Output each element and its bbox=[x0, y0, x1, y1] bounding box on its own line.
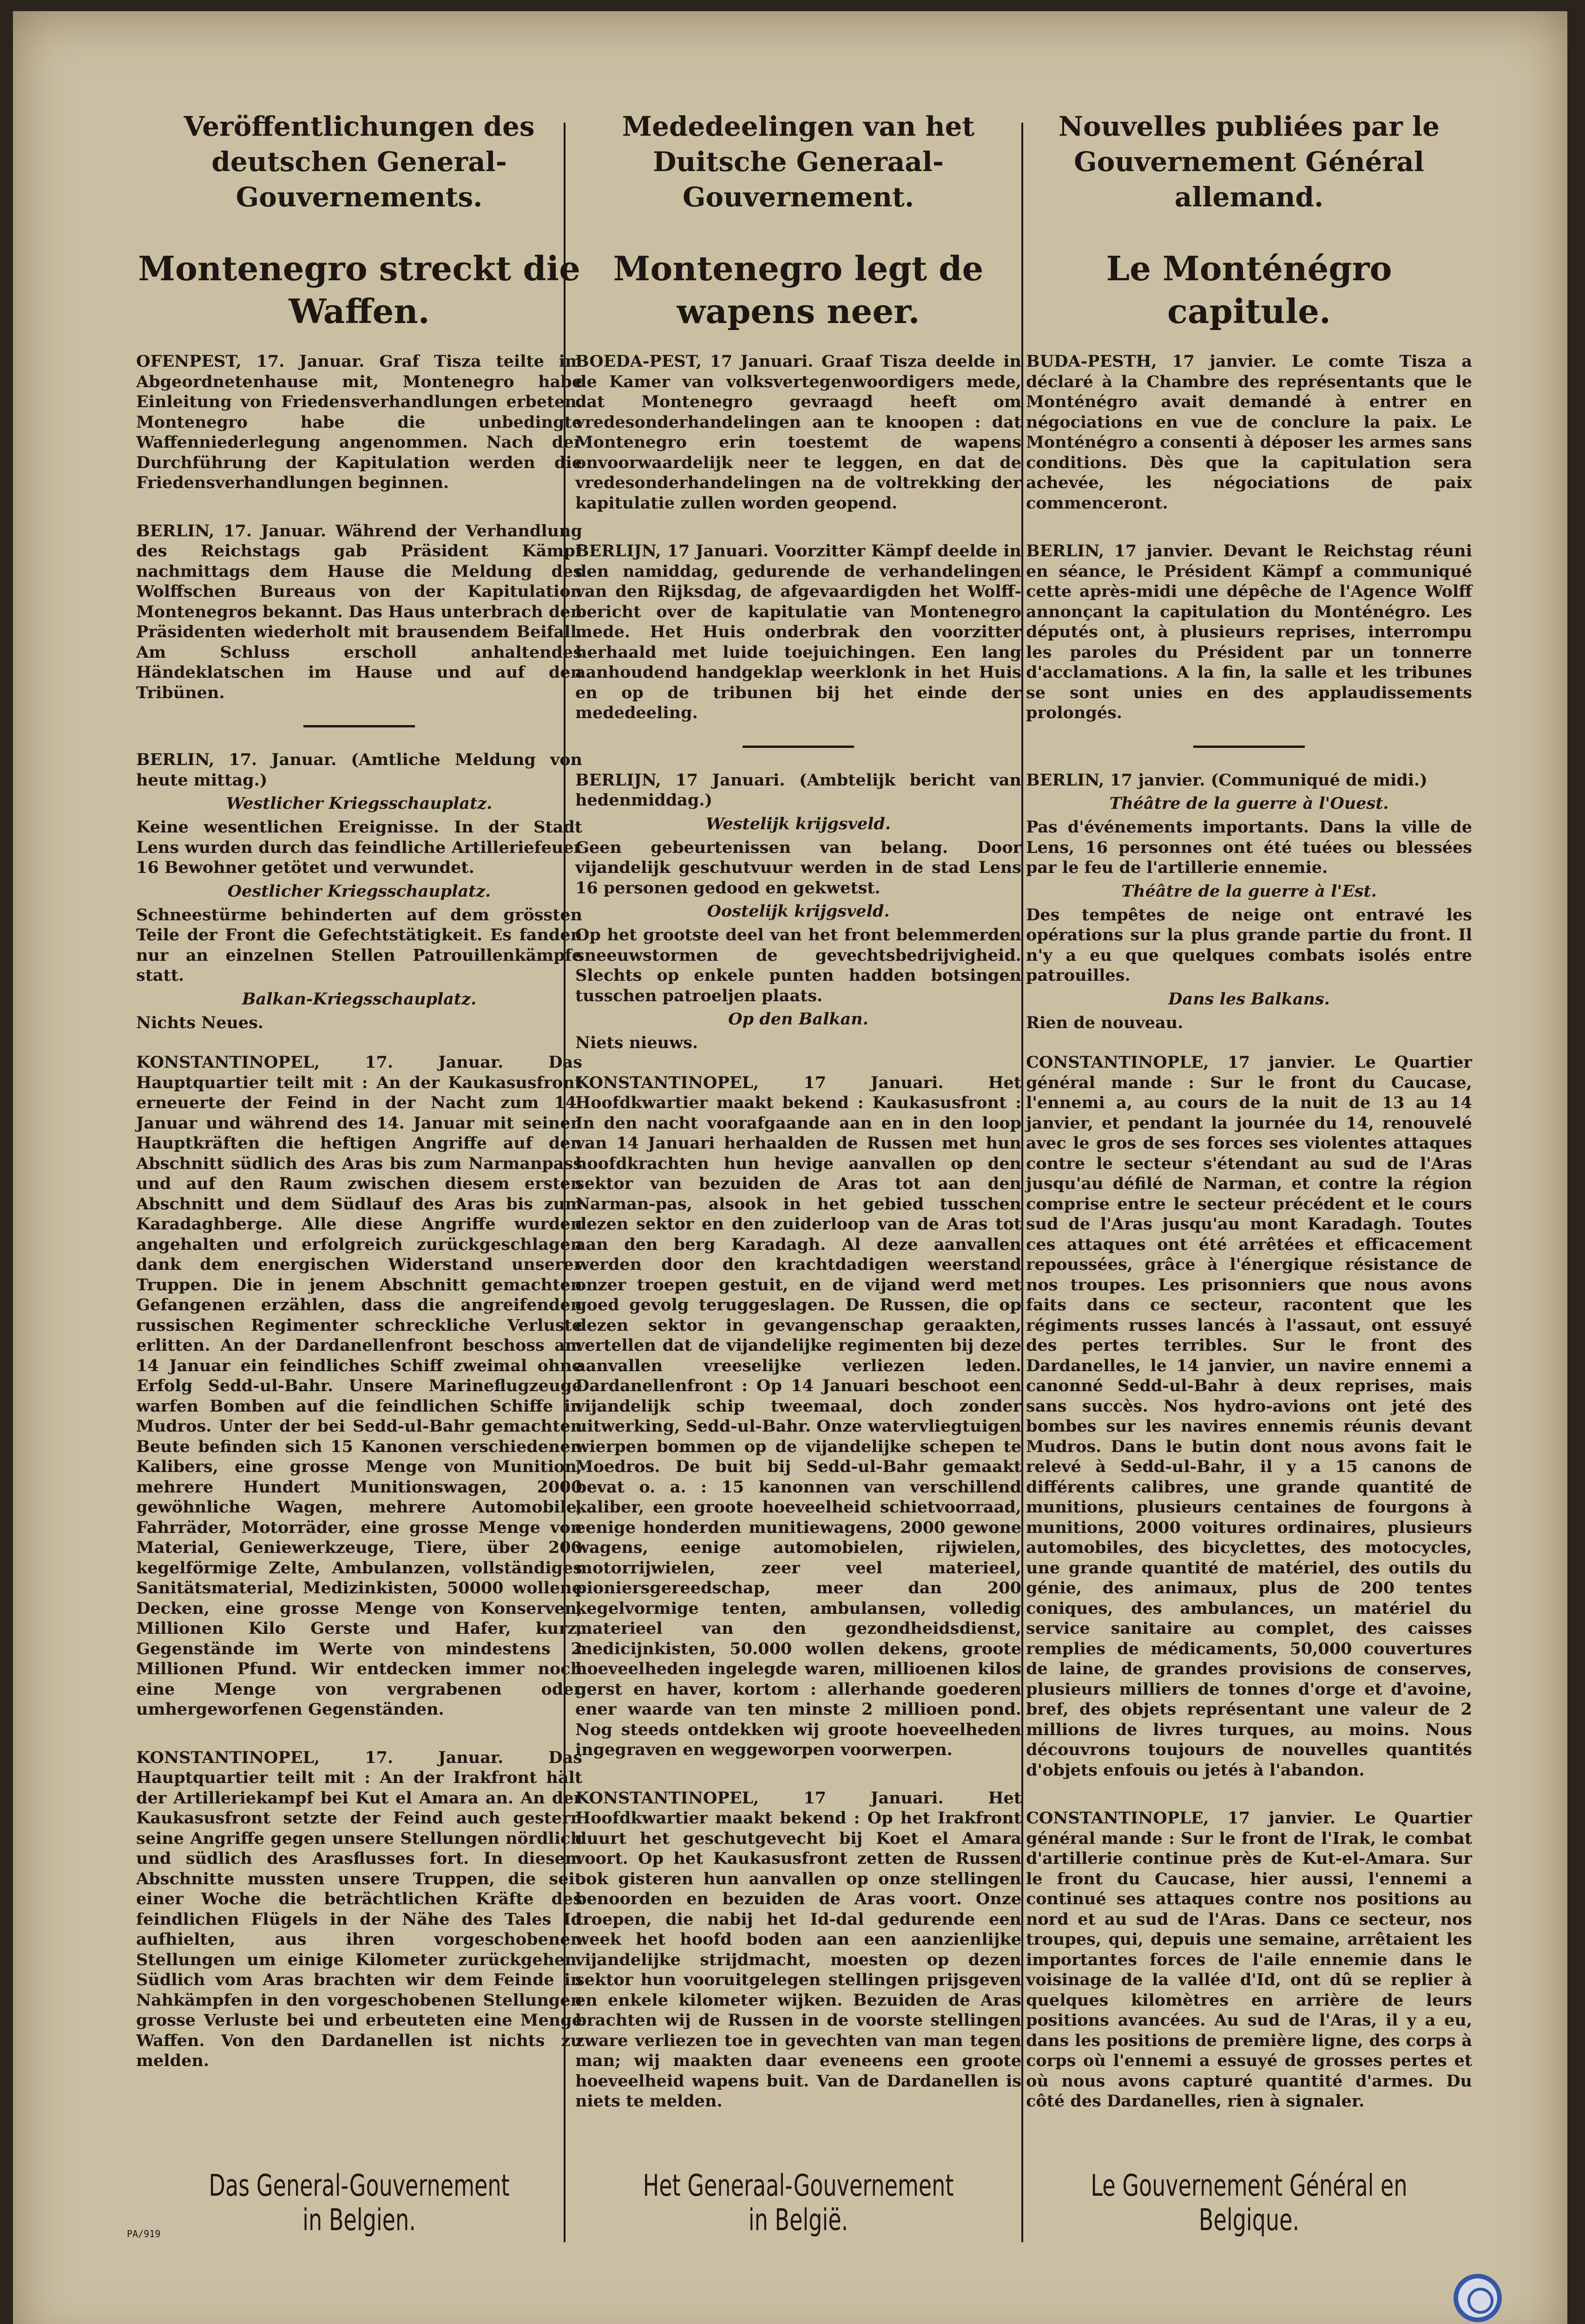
separator-dash bbox=[743, 746, 854, 748]
german-heading: Veröffentlichungen des deutschen General-Gouvernements. bbox=[184, 111, 535, 213]
french-paragraph: BERLIN, 17 janvier. Devant le Reichstag réuni en séance, le Président Kämpf a communiqué cette après-midi une dépêche de l'Agence Wolff annonçant la capitulation du Monténégro. Les députés ont, à plusieurs reprises, interrompu les paroles du Président par un tonnerre d'acclamations. A la fin, la salle et les tribunes se sont unies en des applaudissements prolongés. bbox=[1026, 541, 1472, 722]
dutch-paragraph: Niets nieuws. bbox=[575, 1033, 698, 1052]
dutch-subheading: Oostelijk krijgsveld. bbox=[707, 902, 890, 921]
german-signature: Das General-Gouvernement in Belgien. bbox=[209, 2169, 510, 2238]
french-signature: Le Gouvernement Général en Belgique. bbox=[1091, 2169, 1407, 2238]
dutch-heading: Mededeelingen van het Duitsche Generaal-Gouvernement. bbox=[622, 111, 975, 213]
french-paragraph: CONSTANTINOPLE, 17 janvier. Le Quartier général mande : Sur le front du Caucase, l'ennemi a, au cours de la nuit de 13 au 14 janvier, et pendant la journée du 14, renouvelé avec le gros de ses forces ses violentes attaques contre le secteur s'étendant au sud de l'Aras jusqu'au défilé de Narman, et contre la région comprise entre le secteur précédent et le cours sud de l'Aras jusqu'au mont Karadagh. Toutes ces attaques ont été arrêtées et efficacement repoussées, grâce à l'énergique résistance de nos troupes. Les prisonniers que nous avons faits dans ce secteur, racontent que les régiments russes lancés à l'assaut, ont essuyé des pertes terribles. Sur le front des Dardanelles, le 14 janvier, un navire ennemi a canonné Sedd-ul-Bahr à deux reprises, mais sans succès. Nos hydro-avions ont jeté des bombes sur les navires ennemis réunis devant Mudros. Dans le butin dont nous avons fait le relevé à Sedd-ul-Bahr, il y a 15 canons de différents calibres, une grande quantité de munitions, plusieurs centaines de fourgons à munitions, 2000 voitures ordinaires, plusieurs automobiles, des bicyclettes, des motocycles, une grande quantité de matériel, des outils du génie, des animaux, plus de 200 tentes coniques, des ambulances, un matériel du service sanitaire au complet, des caisses remplies de médicaments, 50,000 couvertures de laine, de grandes provisions de conserves, plusieurs milliers de tonnes d'orge et d'avoine, bref, des objets représentant une valeur de 2 millions de livres turques, au moins. Nous découvrons toujours de nouvelles quantités d'objets enfouis ou jetés à l'abandon. bbox=[1026, 1053, 1472, 1780]
dutch-column bbox=[575, 109, 1021, 2265]
french-subheading: Théâtre de la guerre à l'Ouest. bbox=[1109, 794, 1389, 813]
french-paragraph: Des tempêtes de neige ont entravé les opérations sur la plus grande partie du front. Il n'y a eu que quelques combats isolés entre patrouilles. bbox=[1026, 905, 1472, 985]
dutch-paragraph: BERLIJN, 17 Januari. Voorzitter Kämpf deelde in den namiddag, gedurende de verhandelingen van den Rijksdag, de afgevaardigden het Wolff-bericht over de kapitulatie van Montenegro mede. Het Huis onderbrak den voorzitter herhaald met luide toejuichingen. Een lang aanhoudend handgeklap weerklonk in het Huis en op de tribunen bij het einde der mededeeling. bbox=[575, 541, 1021, 722]
german-paragraph: KONSTANTINOPEL, 17. Januar. Das Hauptquartier teilt mit : An der Kaukasusfront erneuerte der Feind in der Nacht zum 14. Januar und während des 14. Januar mit seinen Hauptkräften die heftigen Angriffe auf den Abschnitt südlich des Aras bis zum Narmanpass und auf den Raum zwischen diesem ersten Abschnitt und dem Südlauf des Aras bis zum Karadaghberge. Alle diese Angriffe wurden angehalten und erfolgreich zurückgeschlagen dank dem energischen Widerstand unserer Truppen. Die in jenem Abschnitt gemachten Gefangenen erzählen, dass die angreifenden russischen Regimenter schreckliche Verluste erlitten. An der Dardanellenfront beschoss am 14 Januar ein feindliches Schiff zweimal ohne Erfolg Sedd-ul-Bahr. Unsere Marineflugzeuge warfen Bomben auf die feindlichen Schiffe in Mudros. Unter der bei Sedd-ul-Bahr gemachten Beute befinden sich 15 Kanonen verschiedenen Kalibers, eine grosse Menge von Munition, mehrere Hundert Munitionswagen, 2000 gewöhnliche Wagen, mehrere Automobile, Fahrräder, Motorräder, eine grosse Menge von Material, Geniewerkzeuge, Tiere, über 200 kegelförmige Zelte, Ambulanzen, vollständiges Sanitätsmaterial, Medizinkisten, 50000 wollene Decken, eine grosse Menge von Konserven, Millionen Kilo Gerste und Hafer, kurz, Gegenstände im Werte von mindestens 2 Millionen Pfund. Wir entdecken immer noch eine Menge von vergrabenen oder umhergeworfenen Gegenständen. bbox=[136, 1053, 582, 1719]
separator-dash bbox=[1193, 746, 1305, 748]
french-subheading: Théâtre de la guerre à l'Est. bbox=[1121, 881, 1377, 901]
german-subheading: Balkan-Kriegsschauplatz. bbox=[242, 989, 477, 1009]
french-paragraph: BUDA-PESTH, 17 janvier. Le comte Tisza a déclaré à la Chambre des représentants que le Monténégro avait demandé à entrer en négociations en vue de conclure la paix. Le Monténégro a consenti à déposer les armes sans conditions. Dès que la capitulation sera achevée, les négociations de paix commenceront. bbox=[1026, 352, 1472, 513]
dutch-signature: Het Generaal-Gouvernement in België. bbox=[643, 2169, 954, 2238]
french-paragraph: Pas d'événements importants. Dans la ville de Lens, 16 personnes ont été tuées ou blessées par le feu de l'artillerie ennemie. bbox=[1026, 818, 1472, 877]
german-paragraph: Nichts Neues. bbox=[136, 1013, 263, 1032]
french-heading: Nouvelles publiées par le Gouvernement Général allemand. bbox=[1058, 111, 1440, 213]
german-column bbox=[136, 109, 582, 2265]
dutch-paragraph: KONSTANTINOPEL, 17 Januari. Het Hoofdkwartier maakt bekend : Op het Irakfront duurt het geschutgevecht bij Koet el Amara voort. Op het Kaukasusfront zetten de Russen ook gisteren hun aanvallen op onze stellingen benoorden en bezuiden de Aras voort. Onze troepen, die nabij het Id-dal gedurende een week het hoofd boden aan een aanzienlijke vijandelijke strijdmacht, moesten op dezen sektor hun vooruitgelegen stellingen prijsgeven en enkele kilometer wijken. Bezuiden de Aras brachten wij de Russen in de voorste stellingen zware verliezen toe in gevechten van man tegen man; wij maakten daar eveneens een groote hoeveelheid wapens buit. Van de Dardanellen is niets te melden. bbox=[575, 1788, 1021, 2111]
dutch-paragraph: BOEDA-PEST, 17 Januari. Graaf Tisza deelde in de Kamer van volksvertegenwoordigers mede, dat Montenegro gevraagd heeft om vredesonderhandelingen aan te knoopen : dat Montenegro erin toestemt de wapens onvoorwaardelijk neer te leggen, en dat de vredesonderhandelingen na de voltrekking der kapitulatie zullen worden geopend. bbox=[575, 352, 1021, 513]
german-paragraph: Schneestürme behinderten auf dem grössten Teile der Front die Gefechtstätigkeit. Es fanden nur an einzelnen Stellen Patrouillenkämpfe statt. bbox=[136, 905, 582, 985]
german-subheading: Oestlicher Kriegsschauplatz. bbox=[227, 881, 491, 901]
print-code: PA/919 bbox=[127, 2228, 161, 2239]
dutch-title: Montenegro legt de wapens neer. bbox=[613, 249, 984, 331]
poster-sheet bbox=[13, 11, 1567, 2324]
german-paragraph: BERLIN, 17. Januar. (Amtliche Meldung von heute mittag.) bbox=[136, 750, 582, 790]
library-stamp-icon bbox=[1453, 2274, 1502, 2322]
french-column bbox=[1026, 109, 1472, 2265]
german-paragraph: OFENPEST, 17. Januar. Graf Tisza teilte im Abgeordnetenhause mit, Montenegro habe Einleitung von Friedensverhandlungen erbeten. Montenegro habe die unbedingte Waffenniederlegung angenommen. Nach der Durchführung der Kapitulation werden die Friedensverhandlungen beginnen. bbox=[136, 352, 582, 492]
dutch-subheading: Op den Balkan. bbox=[728, 1010, 868, 1029]
french-paragraph: CONSTANTINOPLE, 17 janvier. Le Quartier général mande : Sur le front de l'Irak, le combat d'artillerie continue près de Kut-el-Amara. Sur le front du Caucase, hier aussi, l'ennemi a continué ses attaques contre nos positions au nord et au sud de l'Aras. Dans ce secteur, nos troupes, qui, depuis une semaine, arrêtaient les importantes forces de l'aile ennemie dans le voisinage de la vallée d'Id, ont dû se replier à quelques kilomètres en arrière de leurs positions avancées. Au sud de l'Aras, il y a eu, dans les positions de première ligne, des corps à corps où l'ennemi a essuyé de grosses pertes et où nous avons capturé quantité d'armes. Du côté des Dardanelles, rien à signaler. bbox=[1026, 1809, 1472, 2111]
german-paragraph: KONSTANTINOPEL, 17. Januar. Das Hauptquartier teilt mit : An der Irakfront hält der Artilleriekampf bei Kut el Amara an. An der Kaukasusfront setzte der Feind auch gestern seine Angriffe gegen unsere Stellungen nördlich und südlich des Arasflusses fort. In diesem Abschnitte mussten unsere Truppen, die seit einer Woche die beträchtlichen Kräfte des feindlichen Flügels in der Nähe des Tales Id aufhielten, aus ihren vorgeschobenen Stellungen um einige Kilometer zurückgehen. Südlich vom Aras brachten wir dem Feinde in Nahkämpfen in den vorgeschobenen Stellungen grosse Verluste bei und erbeuteten eine Menge Waffen. Von den Dardanellen ist nichts zu melden. bbox=[136, 1748, 582, 2070]
french-paragraph: Rien de nouveau. bbox=[1026, 1013, 1184, 1032]
dutch-paragraph: Op het grootste deel van het front belemmerden sneeuwstormen de gevechtsbedrijvigheid. Slechts op enkele punten hadden botsingen tusschen patroeljen plaats. bbox=[575, 925, 1021, 1005]
french-subheading: Dans les Balkans. bbox=[1168, 989, 1330, 1009]
german-title: Montenegro streckt die Waffen. bbox=[138, 249, 580, 331]
dutch-paragraph: KONSTANTINOPEL, 17 Januari. Het Hoofdkwartier maakt bekend : Kaukasusfront : In den nacht voorafgaande aan en in den loop van 14 Januari herhaalden de Russen met hun hoofdkrachten hun hevige aanvallen op den sektor van bezuiden de Aras tot aan den Narman-pas, alsook in het gebied tusschen dezen sektor en den zuiderloop van de Aras tot aan den berg Karadagh. Al deze aanvallen werden door den krachtdadigen weerstand onzer troepen gestuit, en de vijand werd met goed gevolg teruggeslagen. De Russen, die op dezen sektor in gevangenschap geraakten, vertellen dat de vijandelijke regimenten bij deze aanvallen vreeselijke verliezen leden. Dardanellenfront : Op 14 Januari beschoot een vijandelijk schip tweemaal, doch zonder uitwerking, Sedd-ul-Bahr. Onze watervliegtuigen wierpen bommen op de vijandelijke schepen te Moedros. De buit bij Sedd-ul-Bahr gemaakt bevat o. a. : 15 kanonnen van verschillend kaliber, een groote hoeveelheid schietvoorraad, eenige honderden munitiewagens, 2000 gewone wagens, eenige automobielen, rijwielen, motorrijwielen, zeer veel materieel, pioniersgereedschap, meer dan 200 kegelvormige tenten, ambulansen, volledig materieel van den gezondheidsdienst, medicijnkisten, 50.000 wollen dekens, groote hoeveelheden ingelegde waren, millioenen kilos gerst en haver, kortom : allerhande goederen ener waarde van ten minste 2 millioen pond. Nog steeds ontdekken wij groote hoeveelheden ingegraven en weggeworpen voorwerpen. bbox=[575, 1073, 1021, 1759]
french-title: Le Monténégro capitule. bbox=[1106, 249, 1392, 331]
dutch-subheading: Westelijk krijgsveld. bbox=[706, 814, 891, 833]
dutch-paragraph: Geen gebeurtenissen van belang. Door vijandelijk geschutvuur werden in de stad Lens 16 personen gedood en gekwetst. bbox=[575, 838, 1021, 898]
german-paragraph: Keine wesentlichen Ereignisse. In der Stadt Lens wurden durch das feindliche Artilleriefeuer 16 Bewohner getötet und verwundet. bbox=[136, 818, 582, 877]
dutch-paragraph: BERLIJN, 17 Januari. (Ambtelijk bericht van hedenmiddag.) bbox=[575, 770, 1021, 810]
column-divider bbox=[1021, 123, 1023, 2242]
french-paragraph: BERLIN, 17 janvier. (Communiqué de midi.) bbox=[1026, 770, 1427, 790]
german-subheading: Westlicher Kriegsschauplatz. bbox=[226, 794, 493, 813]
separator-dash bbox=[303, 725, 415, 727]
german-paragraph: BERLIN, 17. Januar. Während der Verhandlung des Reichstags gab Präsident Kämpf nachmittags dem Hause die Meldung des Wolffschen Bureaus von der Kapitulation Montenegros bekannt. Das Haus unterbrach den Präsidenten wiederholt mit brausendem Beifall. Am Schluss erscholl anhaltendes Händeklatschen im Hause und auf den Tribünen. bbox=[136, 521, 582, 702]
